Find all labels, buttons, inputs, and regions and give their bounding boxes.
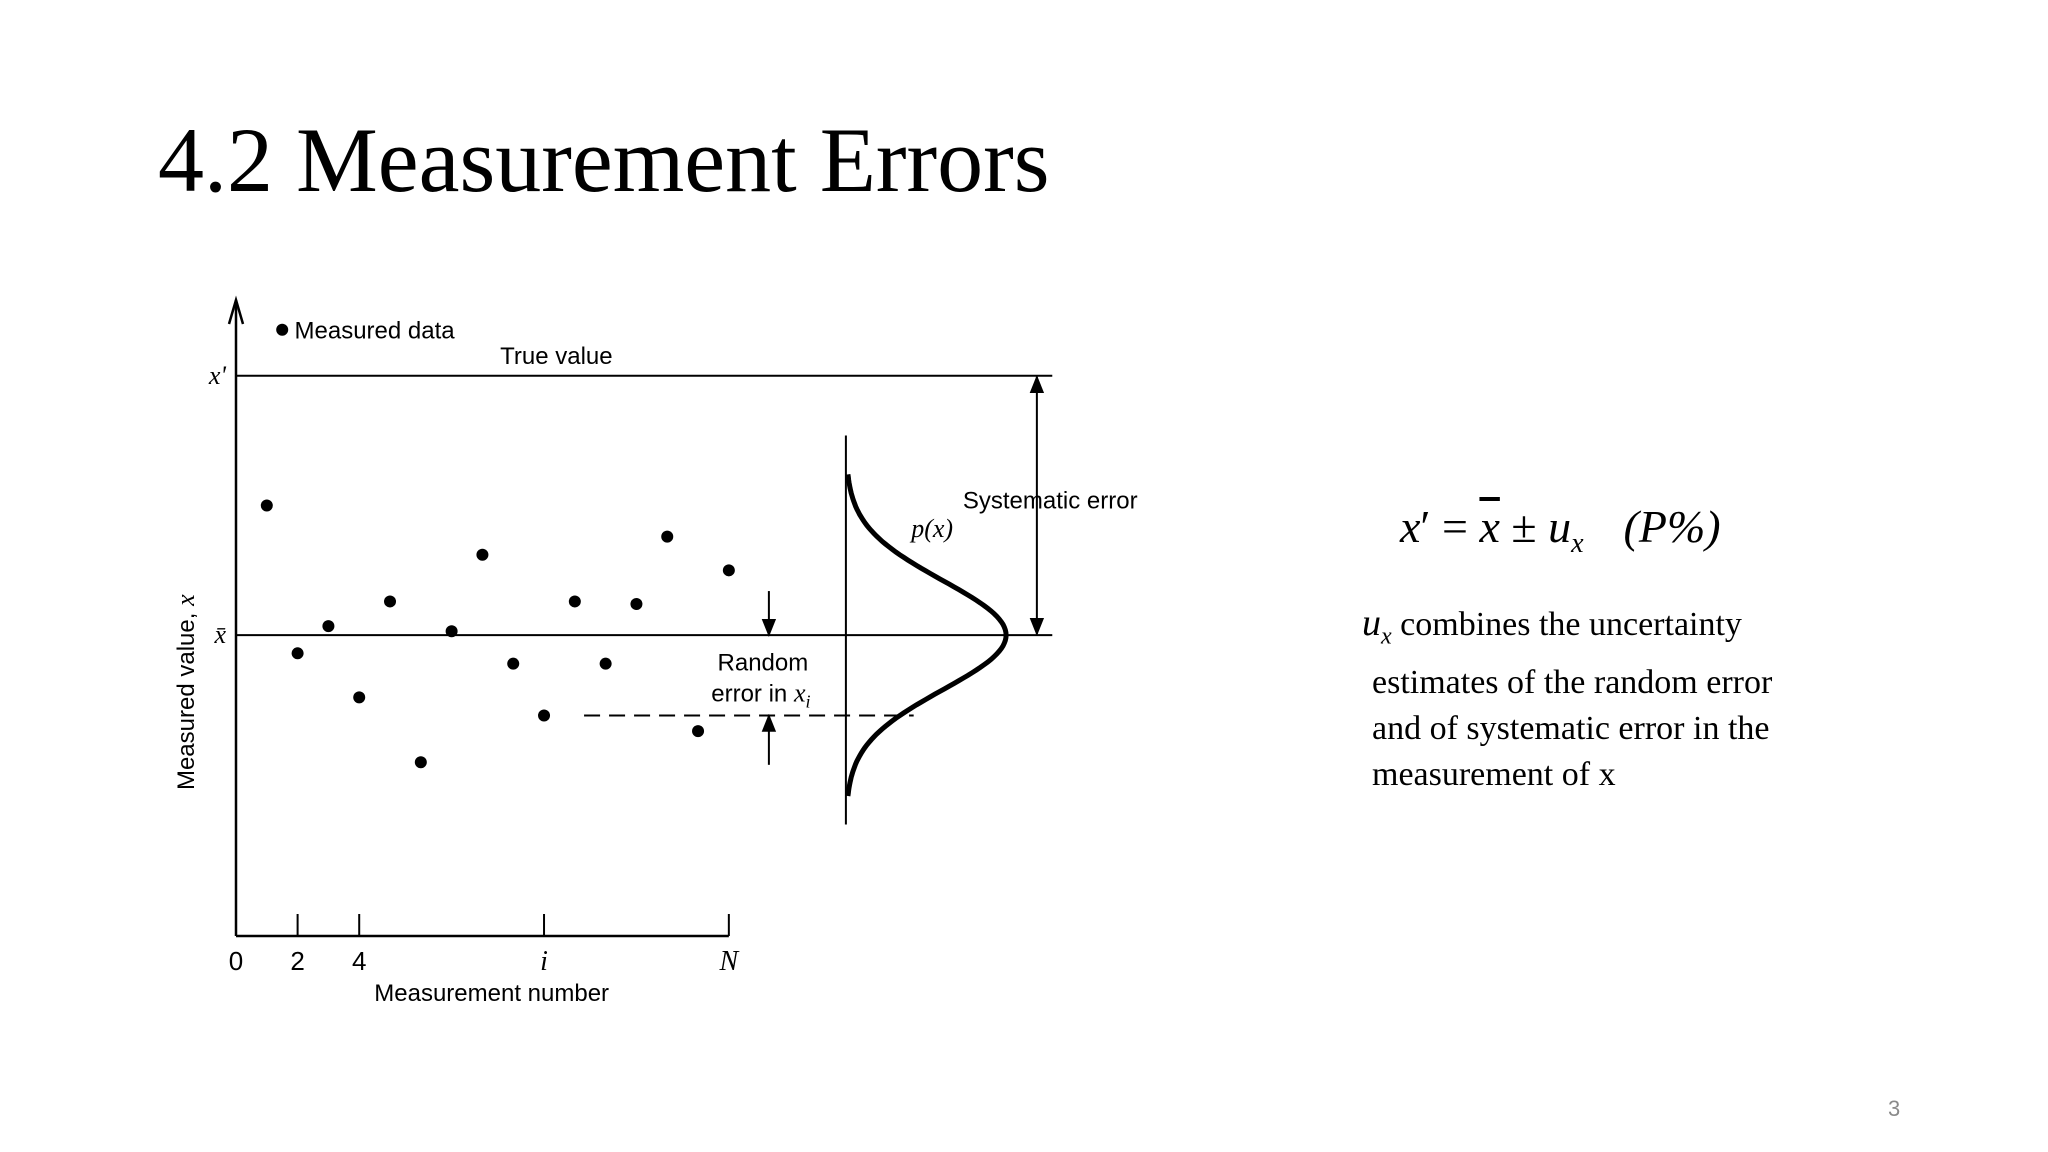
formula-prime: ′ [1420,501,1431,552]
data-point [446,625,458,637]
y-axis-title: Measured value, x [171,594,200,791]
x-ticks [229,914,740,977]
data-points [261,499,735,768]
data-point [415,756,427,768]
formula-mean: $\overline{x}$ [1479,501,1500,552]
x-axis-title: Measurement number [374,980,610,1007]
data-point [538,710,550,722]
legend-marker [276,324,288,336]
note-symbol: $u_x$ [1362,602,1392,650]
data-point [384,595,396,607]
data-point [630,598,642,610]
x-tick-label: i [540,946,548,977]
data-point [353,691,365,703]
random-error-label-line2: error in $x_i$ [711,678,811,712]
x-tick-label: 2 [290,946,305,976]
note-line-4: measurement of x [1372,755,1616,793]
data-point [261,499,273,511]
random-error-label: Random [717,649,809,677]
formula-uncertainty-subscript: x [1571,528,1584,560]
result-formula [1400,500,1721,560]
y-ticks [208,361,227,649]
distribution-label: p(x) [911,513,954,543]
slide-title: 4.2 Measurement Errors [158,109,1050,211]
data-point [600,658,612,670]
uncertainty-note [1362,600,1922,798]
data-point [507,658,519,670]
note-line-2: estimates of the random error [1372,663,1773,701]
x-tick-label: 0 [228,946,244,976]
formula-plus-minus: ± [1499,501,1549,552]
formula-true-value: x [1400,501,1421,552]
systematic-error-label: Systematic error [962,487,1138,515]
true-value-label: True value [500,342,613,370]
data-point [692,725,704,737]
formula-uncertainty: u [1548,501,1572,552]
data-point [322,620,334,632]
data-point [476,549,488,561]
y-tick-label: x' [208,360,226,390]
legend-label: Measured data [294,317,455,345]
y-tick-label: x̄ [214,620,226,650]
page-number: 3 [1888,1096,1901,1121]
data-point [661,531,673,543]
data-point [723,564,735,576]
note-line-3: and of systematic error in the [1372,709,1770,747]
data-point [569,595,581,607]
formula-confidence: (P%) [1623,501,1721,552]
formula-equals: = [1430,501,1480,552]
data-point [292,647,304,659]
note-line-1: combines the uncertainty [1391,606,1742,643]
x-tick-label: N [719,946,739,977]
x-tick-label: 4 [351,946,367,976]
